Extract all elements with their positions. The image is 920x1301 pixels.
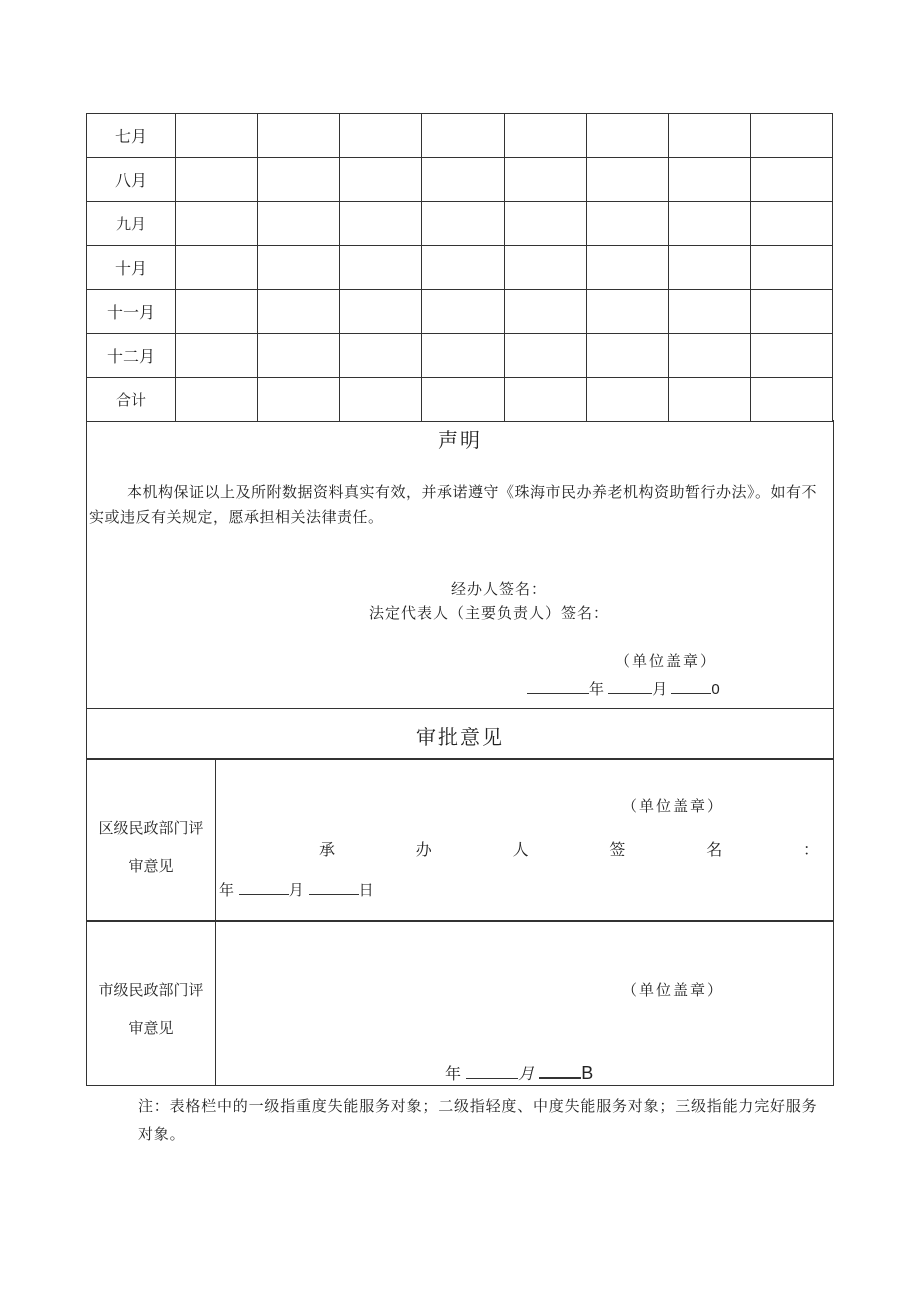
table-row — [87, 158, 833, 202]
table-row — [87, 378, 833, 422]
table-cell[interactable] — [668, 114, 750, 158]
table-cell[interactable] — [258, 378, 340, 422]
year-label: 年 — [219, 881, 235, 899]
sign-char: 承 — [319, 840, 336, 859]
table-cell[interactable] — [750, 290, 832, 334]
table-cell[interactable] — [586, 246, 668, 290]
table-row — [87, 114, 833, 158]
month-label: 十一月 — [87, 290, 176, 334]
table-cell[interactable] — [340, 290, 422, 334]
table-cell[interactable] — [504, 290, 586, 334]
day-blank[interactable] — [539, 1063, 581, 1079]
month-label: 月 — [288, 881, 304, 899]
table-cell[interactable] — [750, 246, 832, 290]
month-label: 月 — [652, 681, 668, 698]
table-cell[interactable] — [504, 158, 586, 202]
month-blank[interactable] — [239, 880, 289, 895]
table-cell[interactable] — [340, 246, 422, 290]
city-label-line2: 审意见 — [128, 1019, 174, 1037]
table-cell[interactable] — [340, 378, 422, 422]
table-cell[interactable] — [750, 334, 832, 378]
district-date — [219, 879, 374, 900]
table-cell[interactable] — [422, 202, 504, 246]
declaration-section — [86, 420, 834, 709]
table-cell[interactable] — [750, 378, 832, 422]
table-cell[interactable] — [668, 290, 750, 334]
table-cell[interactable] — [422, 246, 504, 290]
day-blank[interactable] — [309, 880, 359, 895]
table-cell[interactable] — [340, 158, 422, 202]
table-cell[interactable] — [504, 114, 586, 158]
month-blank[interactable] — [466, 1064, 518, 1079]
table-cell[interactable] — [176, 246, 258, 290]
month-label: 月 — [518, 1064, 535, 1083]
city-review-row — [86, 920, 834, 1086]
table-cell[interactable] — [750, 158, 832, 202]
declaration-title: 声明 — [438, 428, 482, 452]
total-label: 合计 — [87, 378, 176, 422]
table-cell[interactable] — [340, 114, 422, 158]
year-blank[interactable] — [527, 679, 589, 694]
table-cell[interactable] — [422, 378, 504, 422]
table-row — [87, 202, 833, 246]
sign-char: ： — [802, 840, 819, 859]
table-cell[interactable] — [340, 334, 422, 378]
table-cell[interactable] — [258, 246, 340, 290]
table-cell[interactable] — [258, 290, 340, 334]
table-cell[interactable] — [750, 114, 832, 158]
table-row — [87, 334, 833, 378]
unit-seal-label: （单位盖章） — [615, 652, 718, 670]
approval-title: 审批意见 — [416, 725, 504, 749]
month-label: 九月 — [87, 202, 176, 246]
city-seal-label: （单位盖章） — [622, 981, 725, 999]
table-cell[interactable] — [586, 334, 668, 378]
table-cell[interactable] — [504, 334, 586, 378]
table-cell[interactable] — [340, 202, 422, 246]
table-row — [87, 290, 833, 334]
month-label: 七月 — [87, 114, 176, 158]
month-label: 八月 — [87, 158, 176, 202]
day-label: 0 — [711, 681, 720, 698]
district-review-label — [87, 759, 216, 921]
year-label: 年 — [445, 1064, 462, 1083]
city-date — [445, 1061, 593, 1084]
footnote: 注：表格栏中的一级指重度失能服务对象；二级指轻度、中度失能服务对象；三级指能力完好服务对象。 — [138, 1097, 818, 1143]
table-cell[interactable] — [586, 202, 668, 246]
sign-char: 名 — [706, 840, 723, 859]
table-cell[interactable] — [586, 158, 668, 202]
table-cell[interactable] — [504, 202, 586, 246]
table-cell[interactable] — [586, 114, 668, 158]
day-blank[interactable] — [671, 679, 711, 694]
table-cell[interactable] — [176, 378, 258, 422]
month-label: 十二月 — [87, 334, 176, 378]
city-review-label — [87, 921, 216, 1085]
district-label-line2: 审意见 — [128, 857, 174, 875]
month-blank[interactable] — [608, 679, 652, 694]
handler-signature-label: 经办人签名： — [451, 580, 548, 598]
table-cell[interactable] — [668, 378, 750, 422]
table-cell[interactable] — [422, 114, 504, 158]
table-cell[interactable] — [176, 114, 258, 158]
table-cell[interactable] — [668, 202, 750, 246]
table-cell[interactable] — [176, 334, 258, 378]
district-review-row — [86, 758, 834, 922]
table-cell[interactable] — [422, 290, 504, 334]
table-cell[interactable] — [504, 246, 586, 290]
table-cell[interactable] — [750, 202, 832, 246]
day-label: 日 — [358, 881, 374, 899]
sign-char: 办 — [415, 840, 432, 859]
month-label: 十月 — [87, 246, 176, 290]
sign-char: 签 — [609, 840, 626, 859]
city-label-line1: 市级民政部门评 — [98, 981, 204, 999]
table-cell[interactable] — [176, 202, 258, 246]
table-cell[interactable] — [668, 334, 750, 378]
monthly-table — [86, 113, 833, 422]
table-cell[interactable] — [422, 158, 504, 202]
legal-rep-signature-label: 法定代表人（主要负责人）签名： — [369, 604, 610, 622]
district-label-line1: 区级民政部门评 — [98, 819, 204, 837]
declaration-date — [527, 678, 720, 699]
handler-signature-spread — [319, 837, 819, 860]
year-label: 年 — [589, 681, 605, 698]
table-cell[interactable] — [258, 202, 340, 246]
table-cell[interactable] — [668, 246, 750, 290]
approval-header — [86, 708, 834, 760]
table-cell[interactable] — [586, 290, 668, 334]
table-cell[interactable] — [668, 158, 750, 202]
table-cell[interactable] — [258, 114, 340, 158]
declaration-body: 本机构保证以上及所附数据资料真实有效，并承诺遵守《珠海市民办养老机构资助暂行办法》。如有不实或违反有关规定，愿承担相关法律责任。 — [89, 483, 818, 526]
table-cell[interactable] — [422, 334, 504, 378]
table-cell[interactable] — [504, 378, 586, 422]
day-label: B — [581, 1063, 594, 1083]
district-seal-label: （单位盖章） — [622, 797, 725, 815]
table-cell[interactable] — [258, 158, 340, 202]
table-cell[interactable] — [176, 290, 258, 334]
sign-char: 人 — [512, 840, 529, 859]
table-row — [87, 246, 833, 290]
table-cell[interactable] — [258, 334, 340, 378]
table-cell[interactable] — [586, 378, 668, 422]
table-cell[interactable] — [176, 158, 258, 202]
